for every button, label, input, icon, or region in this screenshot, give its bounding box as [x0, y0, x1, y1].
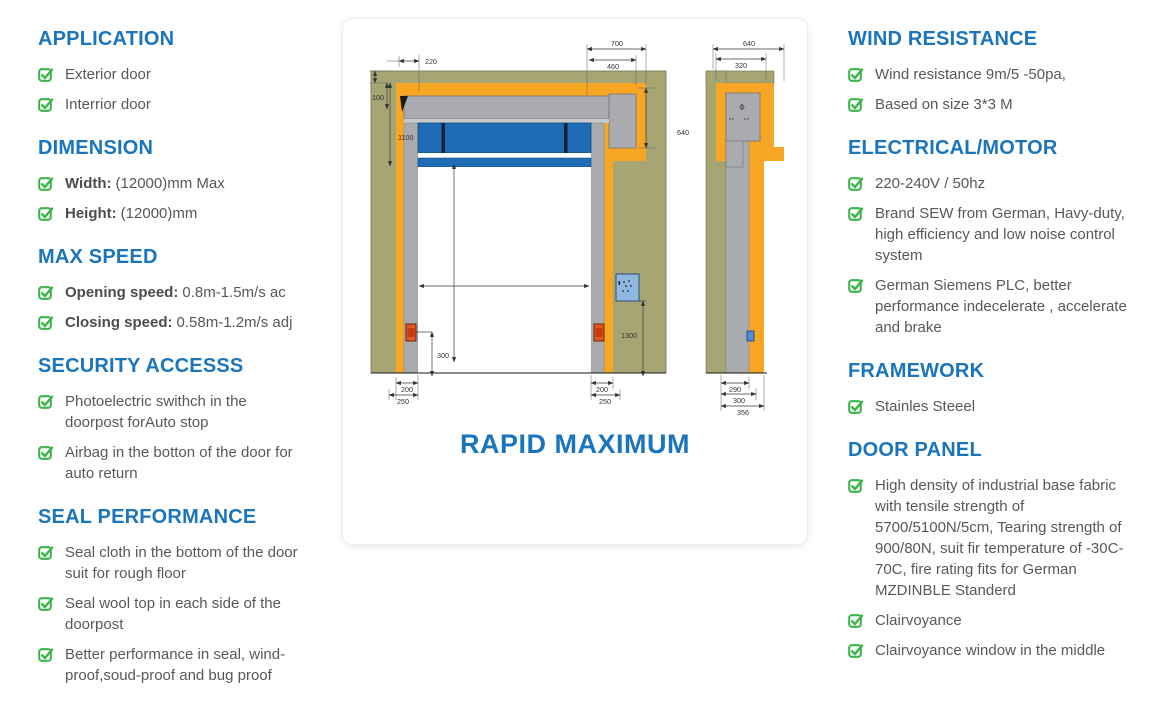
list-item	[38, 203, 334, 224]
dim-label: 460	[607, 62, 619, 71]
check-icon	[848, 96, 864, 112]
list-item	[848, 173, 1150, 194]
dim-label: 320	[735, 61, 747, 70]
dim-label: 200	[401, 385, 413, 394]
left-column	[38, 28, 334, 708]
list-item-text: Clairvoyance	[875, 612, 962, 629]
side-sensor-box	[747, 331, 754, 341]
list-item	[38, 593, 334, 635]
dim-label: 356	[737, 408, 749, 417]
section-heading: SEAL PERFORMANCE	[38, 506, 257, 528]
list-item-text: Seal wool top in each side of the doorpost	[65, 595, 281, 633]
list-item-text: Stainles Steeel	[875, 398, 976, 415]
section-heading: APPLICATION	[38, 28, 175, 50]
dim-label: 1300	[621, 331, 637, 340]
side-view	[706, 71, 784, 373]
check-icon	[848, 642, 864, 658]
section-wind-resistance	[848, 28, 1150, 115]
right-column	[848, 28, 1150, 683]
check-icon	[38, 544, 54, 560]
list-item-text: Exterior door	[65, 66, 151, 83]
dim-label: 100	[372, 93, 384, 102]
photo-sensor-right	[594, 324, 604, 341]
check-icon	[848, 175, 864, 191]
section-heading: MAX SPEED	[38, 246, 158, 268]
front-view	[371, 71, 666, 373]
list-item	[38, 644, 334, 686]
list-item-text: High density of industrial base fabric with tensile strength of 5700/5100N/5cm, Tearing strength of 900/80N, suit fir temperature of -30C-70C, fire rating fits for German MZDINBLE Standerd	[875, 477, 1124, 599]
check-icon	[38, 66, 54, 82]
door-opening	[418, 167, 591, 373]
door-technical-drawing	[343, 19, 807, 419]
section-framework	[848, 360, 1150, 417]
list-item-text: Width: (12000)mm Max	[65, 175, 225, 192]
check-icon	[38, 314, 54, 330]
dim-label: 300	[733, 396, 745, 405]
section-electrical-motor	[848, 137, 1150, 338]
spec-list	[38, 542, 334, 686]
list-item-text: Opening speed: 0.8m-1.5m/s ac	[65, 284, 286, 301]
list-item	[38, 442, 334, 484]
check-icon	[38, 444, 54, 460]
section-max-speed	[38, 246, 334, 333]
list-item-text: Better performance in seal, wind-proof,soud-proof and bug proof	[65, 646, 286, 684]
check-icon	[848, 612, 864, 628]
check-icon	[38, 205, 54, 221]
list-item-text: Clairvoyance window in the middle	[875, 642, 1106, 659]
dim-label: 250	[397, 397, 409, 406]
list-item-text: Interrior door	[65, 96, 151, 113]
check-icon	[848, 398, 864, 414]
list-item	[848, 475, 1150, 601]
list-item	[38, 282, 334, 303]
list-item-text: Airbag in the botton of the door for auto return	[65, 444, 293, 482]
check-icon	[38, 284, 54, 300]
list-item	[848, 275, 1150, 338]
section-heading: FRAMEWORK	[848, 360, 985, 382]
check-icon	[848, 277, 864, 293]
list-item	[848, 64, 1150, 85]
list-item	[38, 94, 334, 115]
dim-label: 700	[611, 39, 623, 48]
check-icon	[38, 175, 54, 191]
spec-list	[38, 282, 334, 333]
control-box	[616, 274, 639, 301]
dim-label: 640	[743, 39, 755, 48]
list-item-text: Seal cloth in the bottom of the door suit for rough floor	[65, 544, 298, 582]
dim-label: 250	[599, 397, 611, 406]
spec-list	[38, 173, 334, 224]
section-security-access	[38, 355, 334, 484]
list-item-text: Brand SEW from German, Havy-duty, high efficiency and low noise control system	[875, 205, 1125, 264]
section-heading: ELECTRICAL/MOTOR	[848, 137, 1058, 159]
section-heading: SECURITY ACCESSS	[38, 355, 244, 377]
spec-list	[848, 396, 1150, 417]
list-item-text: Wind resistance 9m/5 -50pa,	[875, 66, 1066, 83]
section-heading: WIND RESISTANCE	[848, 28, 1038, 50]
list-item	[848, 396, 1150, 417]
spec-list	[848, 475, 1150, 661]
check-icon	[38, 595, 54, 611]
section-heading: DOOR PANEL	[848, 439, 982, 461]
list-item-text: Closing speed: 0.58m-1.2m/s adj	[65, 314, 293, 331]
list-item	[38, 312, 334, 333]
list-item-text: Height: (12000)mm	[65, 205, 198, 222]
product-title: RAPID MAXIMUM	[460, 429, 690, 459]
list-item-text: Based on size 3*3 M	[875, 96, 1013, 113]
list-item	[848, 640, 1150, 661]
roller-cover-blue	[418, 123, 591, 167]
photo-sensor-left	[406, 324, 416, 341]
spec-list	[848, 173, 1150, 338]
check-icon	[848, 66, 864, 82]
list-item-text: Photoelectric swithch in the doorpost forAuto stop	[65, 393, 247, 431]
section-seal-performance	[38, 506, 334, 686]
section-heading: DIMENSION	[38, 137, 154, 159]
check-icon	[38, 646, 54, 662]
dim-label: 1100	[398, 133, 414, 142]
dim-label: 220	[425, 57, 437, 66]
section-application	[38, 28, 334, 115]
section-dimension	[38, 137, 334, 224]
list-item	[848, 94, 1150, 115]
check-icon	[848, 205, 864, 221]
dim-label: 640	[677, 128, 689, 137]
list-item	[848, 610, 1150, 631]
drawing-card	[342, 18, 808, 545]
list-item	[38, 542, 334, 584]
list-item	[38, 173, 334, 194]
check-icon	[38, 393, 54, 409]
spec-list	[848, 64, 1150, 115]
list-item	[848, 203, 1150, 266]
list-item-text: 220-240V / 50hz	[875, 175, 986, 192]
spec-list	[38, 64, 334, 115]
list-item	[38, 64, 334, 85]
dim-label: 300	[437, 351, 449, 360]
list-item	[38, 391, 334, 433]
list-item-text: German Siemens PLC, better performance indecelerate , accelerate and brake	[875, 277, 1127, 336]
spec-list	[38, 391, 334, 484]
section-door-panel	[848, 439, 1150, 661]
dim-label: 200	[596, 385, 608, 394]
check-icon	[848, 477, 864, 493]
check-icon	[38, 96, 54, 112]
dim-label: 290	[729, 385, 741, 394]
